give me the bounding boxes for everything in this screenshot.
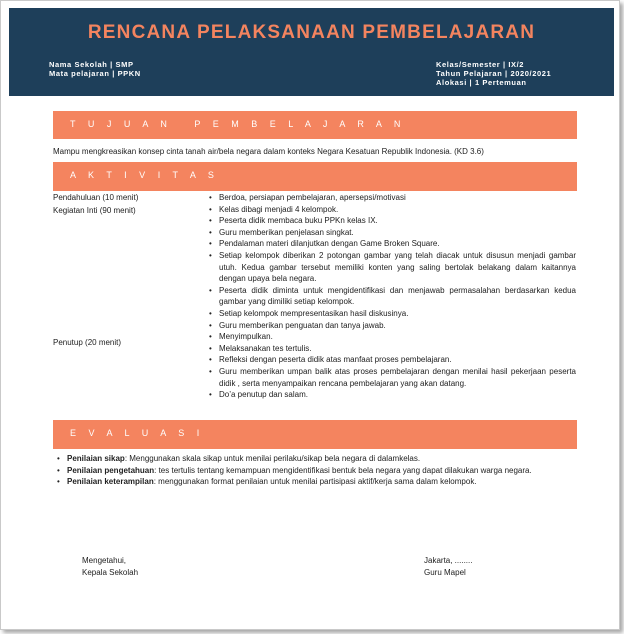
school-info bbox=[49, 60, 141, 78]
sign-right-line1: Jakarta, ........ bbox=[424, 556, 473, 565]
page-title: RENCANA PELAKSANAAN PEMBELAJARAN bbox=[87, 22, 536, 43]
list-item bbox=[55, 465, 577, 477]
list-item: • Guru memberikan penguatan dan tanya jawab. bbox=[207, 320, 576, 332]
eval-text: : menggunakan format penilaian untuk menilai partisipasi aktif/kerja sama dalam kelompok. bbox=[153, 477, 477, 487]
eval-label: Penilaian pengetahuan bbox=[67, 465, 155, 475]
section-title-tujuan: T U J U A N P E M B E L A J A R A N bbox=[70, 119, 406, 129]
section-title-evaluasi: E V A L U A S I bbox=[70, 428, 205, 438]
list-item: • Peserta didik membaca buku PPKn kelas IX. bbox=[207, 215, 576, 227]
list-item: • Menyimpulkan. bbox=[207, 331, 576, 343]
list-item: • Setiap kelompok mempresentasikan hasil diskusinya. bbox=[207, 308, 576, 320]
class-semester: Kelas/Semester | IX/2 bbox=[436, 60, 525, 69]
list-item bbox=[55, 476, 577, 488]
header-banner bbox=[9, 8, 614, 96]
tujuan-text: Mampu mengkreasikan konsep cinta tanah air/bela negara dalam konteks Negara Kesatuan Republik Indonesia. (KD 3.6) bbox=[53, 147, 484, 156]
school-name: Nama Sekolah | SMP bbox=[49, 60, 134, 69]
list-item bbox=[55, 453, 577, 465]
section-header-evaluasi bbox=[53, 420, 577, 449]
eval-label: Penilaian keterampilan bbox=[67, 477, 154, 487]
eval-label: Penilaian sikap bbox=[67, 454, 125, 463]
section-title-aktivitas: A K T I V I T A S bbox=[70, 170, 219, 180]
evaluation-list bbox=[55, 453, 577, 488]
sign-left-line1: Mengetahui, bbox=[82, 556, 127, 565]
sign-left-line2: Kepala Sekolah bbox=[82, 567, 139, 577]
label-kegiatan-inti: Kegiatan Inti (90 menit) bbox=[53, 206, 136, 215]
class-info bbox=[436, 60, 551, 87]
list-item: • Berdoa, persiapan pembelajaran, apersepsi/motivasi bbox=[207, 192, 576, 204]
time-allocation: Alokasi | 1 Pertemuan bbox=[436, 78, 527, 87]
eval-text: : tes tertulis tentang kemampuan mengidentifikasi bentuk bela negara yang dapat dilakukan warga negara. bbox=[154, 465, 532, 475]
section-header-tujuan bbox=[53, 111, 577, 139]
school-year: Tahun Pelajaran | 2020/2021 bbox=[436, 69, 552, 78]
list-item: • Do’a penutup dan salam. bbox=[207, 389, 576, 401]
list-item: • Pendalaman materi dilanjutkan dengan Game Broken Square. bbox=[207, 238, 576, 250]
label-penutup: Penutup (20 menit) bbox=[53, 338, 122, 347]
label-pendahuluan: Pendahuluan (10 menit) bbox=[53, 193, 139, 202]
list-item: • Refleksi dengan peserta didik atas manfaat proses pembelajaran. bbox=[207, 354, 576, 366]
list-item: • Peserta didik diminta untuk mengidentifikasi dan menjawab permasalahan berdasarkan kedua gambar yang dimiliki setiap kelompok. bbox=[207, 285, 576, 308]
list-item: • Guru memberikan penjelasan singkat. bbox=[207, 227, 576, 239]
signature-teacher bbox=[424, 555, 472, 578]
signature-principal bbox=[82, 555, 138, 578]
subject: Mata pelajaran | PPKN bbox=[49, 69, 141, 78]
list-item: • Guru memberikan umpan balik atas proses pembelajaran dengan menilai hasil pekerjaan peserta didik , serta menyampaikan rencana pembelajaran yang akan datang. bbox=[207, 366, 576, 389]
list-item: • Kelas dibagi menjadi 4 kelompok. bbox=[207, 204, 576, 216]
list-item: • Setiap kelompok diberikan 2 potongan gambar yang telah diacak untuk disusun menjadi gambar utuh. Kedua gambar tersebut memiliki konten yang saling bertolak belakang dalam kaitannya dengan upaya bela negara. bbox=[207, 250, 576, 285]
sign-right-line2: Guru Mapel bbox=[424, 567, 466, 577]
activity-list bbox=[207, 192, 576, 401]
section-header-aktivitas bbox=[53, 162, 577, 191]
list-item: • Melaksanakan tes tertulis. bbox=[207, 343, 576, 355]
eval-text: : Menggunakan skala sikap untuk menilai perilaku/sikap bela negara di dalamkelas. bbox=[124, 454, 421, 463]
